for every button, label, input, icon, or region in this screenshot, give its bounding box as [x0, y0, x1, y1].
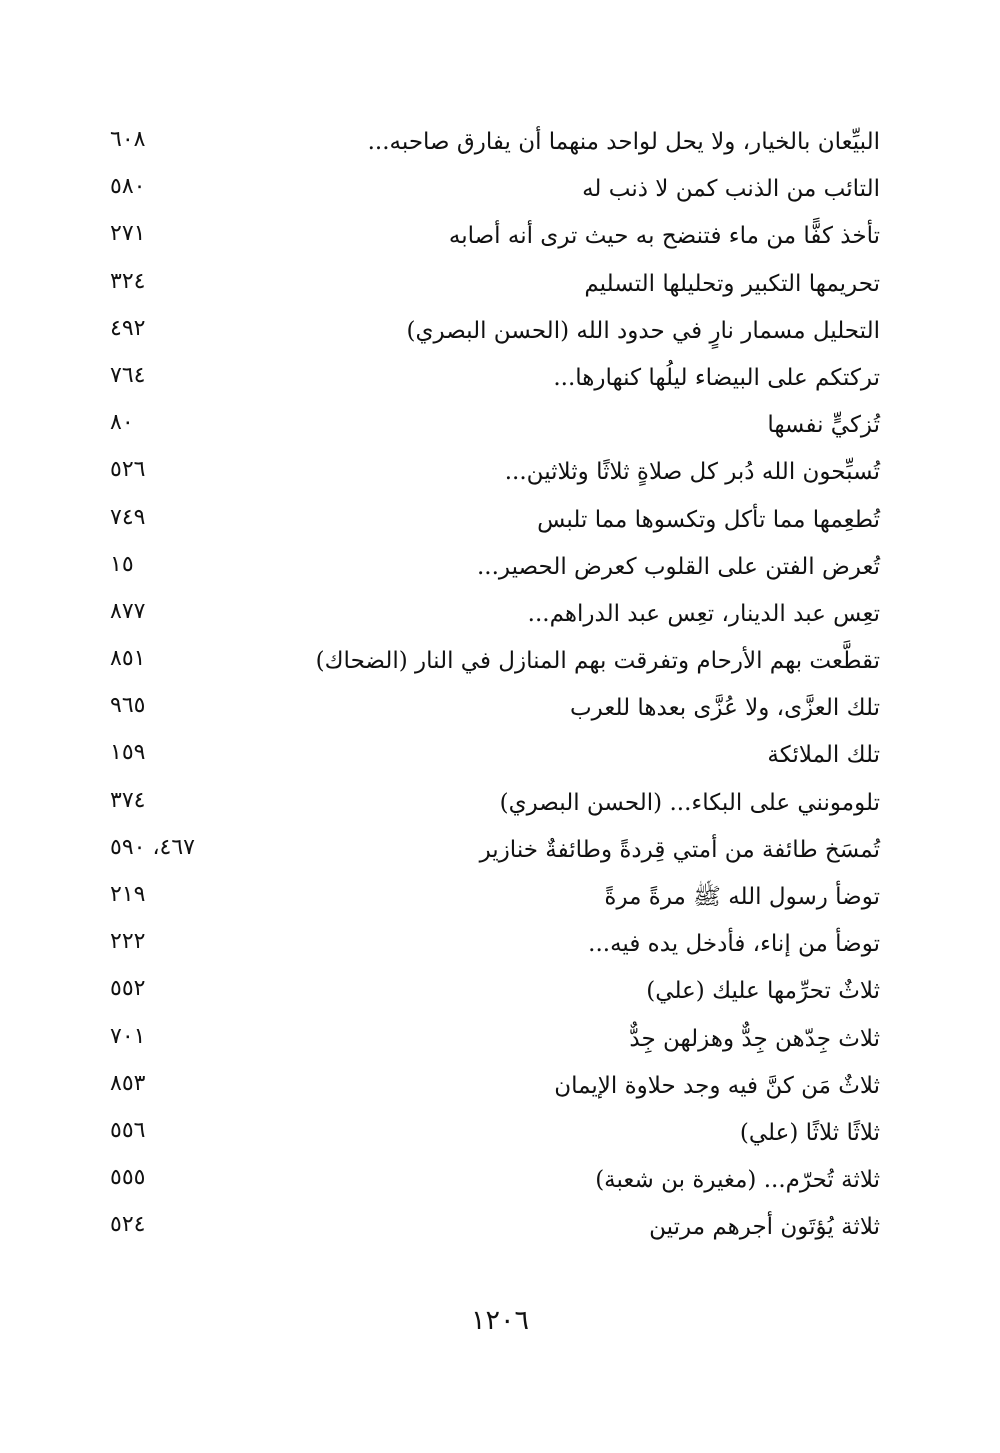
- entry-page-ref: ٢١٩: [110, 882, 146, 907]
- entry-text: تحريمها التكبير وتحليلها التسليم: [584, 270, 880, 297]
- entry-page-ref: ٥٨٠: [110, 174, 146, 200]
- index-entry: [110, 212, 880, 259]
- index-entry: [110, 496, 880, 543]
- index-entry: [110, 165, 880, 212]
- entry-text: تلك العزَّى، ولا عُزَّى بعدها للعرب: [570, 695, 880, 722]
- entry-text: تلومونني على البكاء... (الحسن البصري): [499, 789, 880, 816]
- entry-text: تُسبِّحون الله دُبر كل صلاةٍ ثلاثًا وثلاثين...: [504, 459, 880, 486]
- index-entry: [110, 118, 880, 165]
- index-entry: [110, 260, 880, 307]
- entry-page-ref: ٥٥٥: [110, 1165, 146, 1191]
- entry-page-ref: ٥٢٤: [110, 1212, 146, 1238]
- index-entry: [110, 1156, 880, 1203]
- index-entry: [110, 354, 880, 401]
- index-entry: [110, 1015, 880, 1062]
- entry-text: البيِّعان بالخيار، ولا يحل لواحد منهما أن يفارق صاحبه...: [367, 129, 880, 155]
- entry-text: ثلاثًا ثلاثًا (علي): [739, 1119, 880, 1146]
- entry-text: التائب من الذنب كمن لا ذنب له: [582, 176, 880, 203]
- index-entry: [110, 401, 880, 448]
- entry-text: تُعرض الفتن على القلوب كعرض الحصير...: [476, 553, 880, 580]
- entry-text: تُمسَخ طائفة من أمتي قِردةً وطائفةٌ خنازير: [479, 836, 880, 863]
- entry-page-ref: ٣٢٤: [110, 268, 146, 294]
- index-entry: [110, 684, 880, 731]
- entry-text: تلك الملائكة: [767, 742, 880, 769]
- index-entry: [110, 779, 880, 826]
- entry-page-ref: ٥٥٢: [110, 976, 146, 1002]
- index-entry: [110, 967, 880, 1014]
- index-entry: [110, 920, 880, 967]
- entry-page-ref: ٥٥٦: [110, 1117, 146, 1143]
- entry-page-ref: ٢٢٢: [110, 929, 146, 955]
- entry-page-ref: ٥٢٦: [110, 457, 146, 483]
- entry-text: التحليل مسمار نارٍ في حدود الله (الحسن البصري): [406, 317, 880, 344]
- entry-page-ref: ١٥٩: [110, 740, 146, 766]
- entry-text: ثلاثٌ تحرِّمها عليك (علي): [646, 978, 880, 1005]
- entry-page-ref: ٤٦٧، ٥٩٠: [110, 834, 195, 860]
- index-entry: [110, 873, 880, 920]
- index-entry: [110, 590, 880, 637]
- index-entry: [110, 1109, 880, 1156]
- entry-text: تأخذ كفًّا من ماء فتنضح به حيث ترى أنه أصابه: [448, 223, 880, 250]
- entry-text: تُزكيٍّ نفسها: [767, 412, 880, 439]
- entry-text: توضأ من إناء، فأدخل يده فيه...: [588, 931, 880, 958]
- entry-text: ثلاث جِدّهن جِدٌّ وهزلهن جِدٌّ: [629, 1025, 880, 1052]
- entry-page-ref: ٤٩٢: [110, 315, 146, 341]
- entry-page-ref: ٣٧٤: [110, 787, 146, 813]
- entry-page-ref: ٧٤٩: [110, 504, 146, 530]
- entry-text: ثلاثٌ مَن كنَّ فيه وجد حلاوة الإيمان: [554, 1072, 880, 1099]
- hadith-index-list: [110, 118, 880, 1251]
- entry-page-ref: ٨٧٧: [110, 598, 146, 624]
- entry-page-ref: ٢٧١: [110, 221, 146, 247]
- index-entry: [110, 307, 880, 354]
- entry-text: تقطَّعت بهم الأرحام وتفرقت بهم المنازل في النار (الضحاك): [315, 648, 880, 675]
- index-entry: [110, 826, 880, 873]
- entry-page-ref: ٩٦٥: [110, 693, 146, 719]
- index-entry: [110, 637, 880, 684]
- entry-page-ref: ٦٠٨: [110, 127, 146, 152]
- entry-page-ref: ٧٠١: [110, 1023, 146, 1049]
- index-entry: [110, 448, 880, 495]
- entry-page-ref: ٧٦٤: [110, 362, 146, 388]
- index-entry: [110, 731, 880, 778]
- entry-page-ref: ٨٥٣: [110, 1070, 146, 1096]
- entry-page-ref: ١٥: [110, 551, 134, 577]
- index-entry: [110, 543, 880, 590]
- entry-page-ref: ٨٥١: [110, 646, 146, 672]
- entry-page-ref: ٨٠: [110, 410, 134, 436]
- page-number: ١٢٠٦: [470, 1305, 529, 1336]
- entry-text: تعِس عبد الدينار، تعِس عبد الدراهم...: [527, 600, 880, 627]
- entry-text: تُطعِمها مما تأكل وتكسوها مما تلبس: [537, 506, 880, 533]
- index-entry: [110, 1062, 880, 1109]
- index-entry: [110, 1203, 880, 1250]
- entry-text: ثلاثة تُحرّم... (مغيرة بن شعبة): [595, 1167, 880, 1194]
- entry-text: ثلاثة يُؤتَون أجرهم مرتين: [649, 1214, 880, 1241]
- entry-text: تركتكم على البيضاء ليلُها كنهارها...: [553, 364, 880, 391]
- entry-text: توضأ رسول الله ﷺ مرةً مرةً: [604, 884, 880, 910]
